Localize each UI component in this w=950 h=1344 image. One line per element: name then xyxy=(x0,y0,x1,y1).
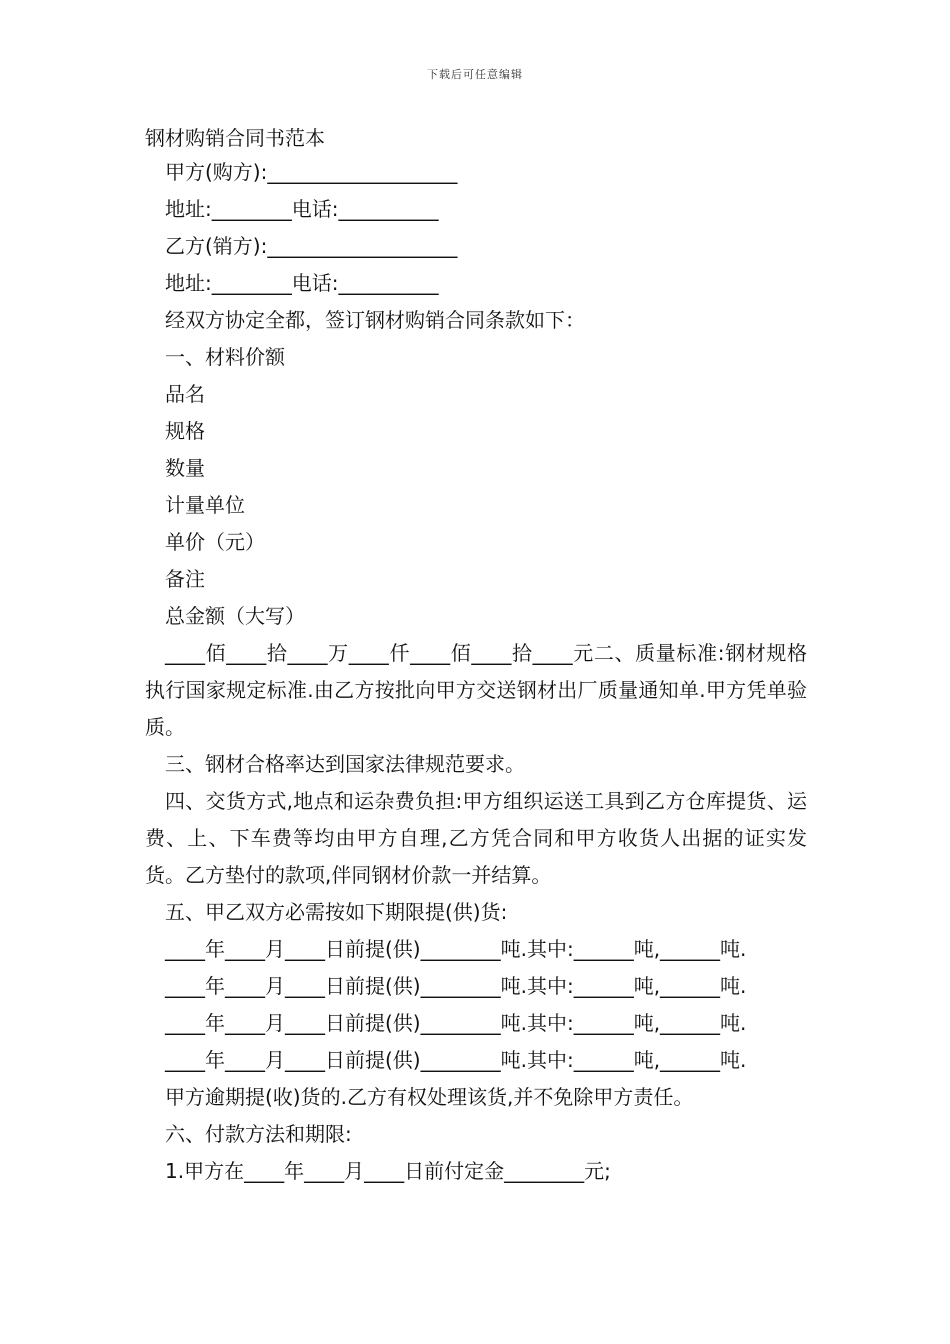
party-a-contact-line: 地址:________电话:__________ xyxy=(165,197,439,221)
section-5-heading: 五、甲乙双方必需按如下期限提(供)货: xyxy=(165,900,508,924)
field-unit-price: 单价（元） xyxy=(165,530,265,554)
document-title: 钢材购销合同书范本 xyxy=(145,126,325,150)
party-b-line: 乙方(销方):___________________ xyxy=(165,234,458,258)
section-6-heading: 六、付款方法和期限: xyxy=(165,1122,352,1146)
schedule-row: ____年____月____日前提(供)________吨.其中:______吨,______吨. xyxy=(165,937,747,961)
schedule-row: ____年____月____日前提(供)________吨.其中:______吨,______吨. xyxy=(165,1048,747,1072)
document-body xyxy=(145,122,807,1190)
field-specification: 规格 xyxy=(165,419,205,443)
field-unit: 计量单位 xyxy=(165,493,245,517)
field-product-name: 品名 xyxy=(165,382,205,406)
schedule-row: ____年____月____日前提(供)________吨.其中:______吨,______吨. xyxy=(165,1011,747,1035)
section-1-heading: 一、材料价额 xyxy=(165,345,285,369)
section-4-paragraph: 四、交货方式,地点和运杂费负担:甲方组织运送工具到乙方仓库提货、运费、上、下车费等均由甲方自理,乙方凭合同和甲方收货人出据的证实发货。乙方垫付的款项,伴同钢材价款一并结算。 xyxy=(145,789,807,887)
field-total-amount: 总金额（大写） xyxy=(165,604,305,628)
intro-paragraph: 经双方协定全都，签订钢材购销合同条款如下： xyxy=(165,308,585,332)
field-remarks: 备注 xyxy=(165,567,205,591)
page-header: 下载后可任意编辑 xyxy=(427,68,523,81)
party-b-contact-line: 地址:________电话:__________ xyxy=(165,271,439,295)
party-a-line: 甲方(购方):___________________ xyxy=(165,160,458,184)
payment-item-1: 1.甲方在____年____月____日前付定金________元; xyxy=(165,1159,611,1183)
section-3-paragraph: 三、钢材合格率达到国家法律规范要求。 xyxy=(165,752,525,776)
amount-and-quality-paragraph: ____佰____拾____万____仟____佰____拾____元二、质量标准:钢材规格执行国家规定标准.由乙方按批向甲方交送钢材出厂质量通知单.甲方凭单验质。 xyxy=(145,641,807,739)
overdue-clause: 甲方逾期提(收)货的.乙方有权处理该货,并不免除甲方责任。 xyxy=(165,1085,694,1109)
schedule-row: ____年____月____日前提(供)________吨.其中:______吨,______吨. xyxy=(165,974,747,998)
field-quantity: 数量 xyxy=(165,456,205,480)
